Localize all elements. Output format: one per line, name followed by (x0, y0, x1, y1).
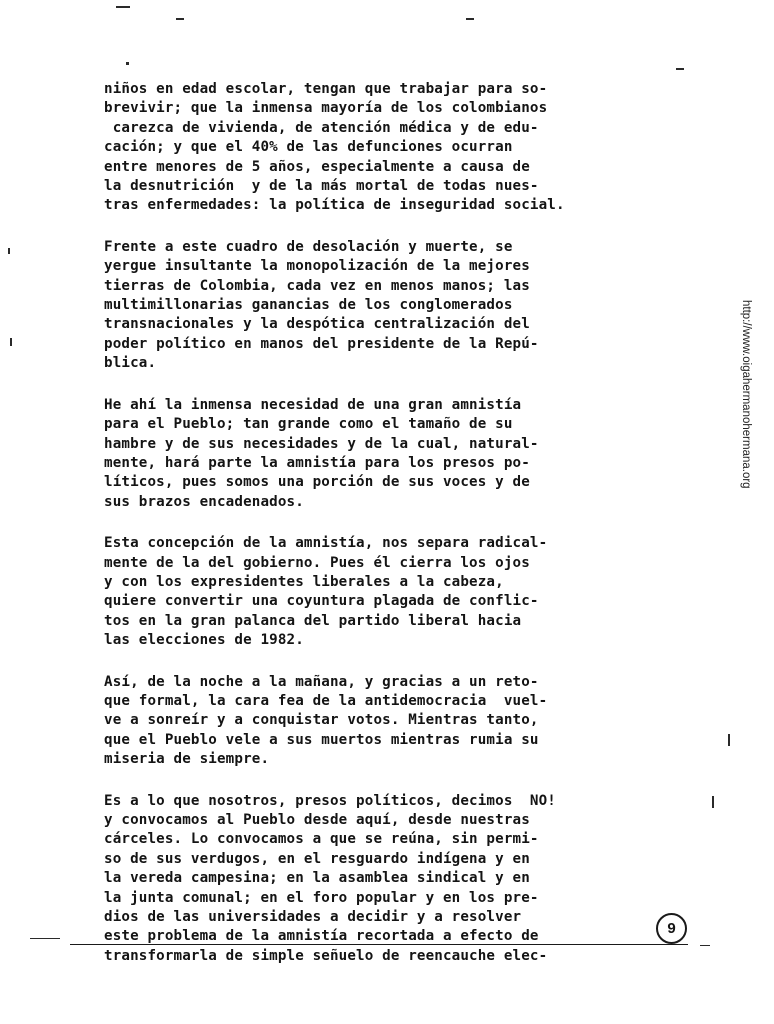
footer-rule (70, 944, 688, 945)
text-line: y convocamos al Pueblo desde aquí, desde nuestras (104, 812, 530, 828)
text-line: Así, de la noche a la mañana, y gracias a un reto- (104, 673, 539, 690)
text-line: tos en la gran palanca del partido liberal hacia (104, 612, 522, 629)
scan-mark (676, 68, 684, 70)
paragraph (104, 396, 664, 512)
paragraph (104, 534, 664, 650)
text-line: que el Pueblo vele a sus muertos mientras rumia su (104, 731, 539, 748)
text-line: para el Pueblo; tan grande como el tamaño de su (104, 416, 513, 433)
scan-mark (466, 18, 474, 20)
scan-mark (700, 945, 710, 946)
text-line: multimillonarias ganancias de los conglomerados (104, 297, 513, 314)
text-line: hambre y de sus necesidades y de la cual, natural- (104, 435, 539, 452)
text-line: la desnutrición y de la más mortal de todas nues- (104, 178, 539, 195)
text-line: sus brazos encadenados. (104, 493, 304, 510)
text-line: tras enfermedades: la política de inseguridad social. (104, 197, 565, 214)
text-line: líticos, pues somos una porción de sus voces y de (104, 474, 530, 491)
scan-mark (10, 338, 12, 346)
text-line: carezca de vivienda, de atención médica y de edu- (104, 119, 539, 136)
text-line: mente, hará parte la amnistía para los presos po- (104, 454, 530, 471)
text-line: la vereda campesina; en la asamblea sindical y en (104, 870, 530, 887)
text-line: dios de las universidades a decidir y a resolver (104, 909, 522, 926)
paragraph (104, 238, 664, 374)
scan-mark (176, 18, 184, 20)
scan-mark (712, 796, 714, 808)
document-body (104, 80, 664, 988)
text-line: mente de la del gobierno. Pues él cierra los ojos (104, 554, 530, 571)
text-line: miseria de siempre. (104, 751, 270, 768)
side-url-watermark: http://www.oigahermanohermana.org (740, 300, 752, 489)
text-line: ve a sonreír y a conquistar votos. Mientras tanto, (104, 712, 539, 729)
text-line: este problema de la amnistía recortada a efecto de (104, 928, 539, 945)
text-line: cárceles. Lo convocamos a que se reúna, sin permi- (104, 831, 539, 848)
paragraph (104, 673, 664, 770)
text-line: He ahí la inmensa necesidad de una gran amnistía (104, 396, 522, 413)
text-line: niños en edad escolar, tengan que trabajar para so- (104, 81, 548, 97)
text-line: Esta concepción de la amnistía, nos separa radical- (104, 535, 548, 552)
text-line: transformarla de simple señuelo de reencauche elec- (104, 947, 548, 964)
text-line: Es a lo que nosotros, presos políticos, decimos NO! (104, 792, 556, 809)
text-line: blica. (104, 355, 157, 372)
text-line: brevivir; que la inmensa mayoría de los colombianos (104, 100, 548, 117)
scan-mark (30, 938, 60, 939)
text-line: poder político en manos del presidente de la Repú- (104, 335, 539, 352)
text-line: so de sus verdugos, en el resguardo indígena y en (104, 850, 530, 867)
scan-mark (728, 734, 730, 746)
paragraph (104, 80, 664, 216)
scan-mark (126, 62, 129, 65)
text-line: cación; y que el 40% de las defunciones ocurran (104, 139, 513, 156)
scan-mark (8, 248, 10, 254)
text-line: yergue insultante la monopolización de la mejores (104, 258, 530, 275)
text-line: quiere convertir una coyuntura plagada de conflic- (104, 593, 539, 610)
text-line: Frente a este cuadro de desolación y muerte, se (104, 238, 513, 255)
page-number: 9 (656, 913, 687, 944)
text-line: entre menores de 5 años, especialmente a causa de (104, 158, 530, 175)
text-line: la junta comunal; en el foro popular y en los pre- (104, 889, 539, 906)
text-line: las elecciones de 1982. (104, 632, 304, 649)
text-line: y con los expresidentes liberales a la cabeza, (104, 573, 504, 590)
text-line: que formal, la cara fea de la antidemocracia vuel- (104, 692, 548, 709)
text-line: tierras de Colombia, cada vez en menos manos; las (104, 277, 530, 294)
paragraph (104, 792, 664, 967)
text-line: transnacionales y la despótica centralización del (104, 316, 530, 333)
scan-mark (116, 6, 130, 8)
